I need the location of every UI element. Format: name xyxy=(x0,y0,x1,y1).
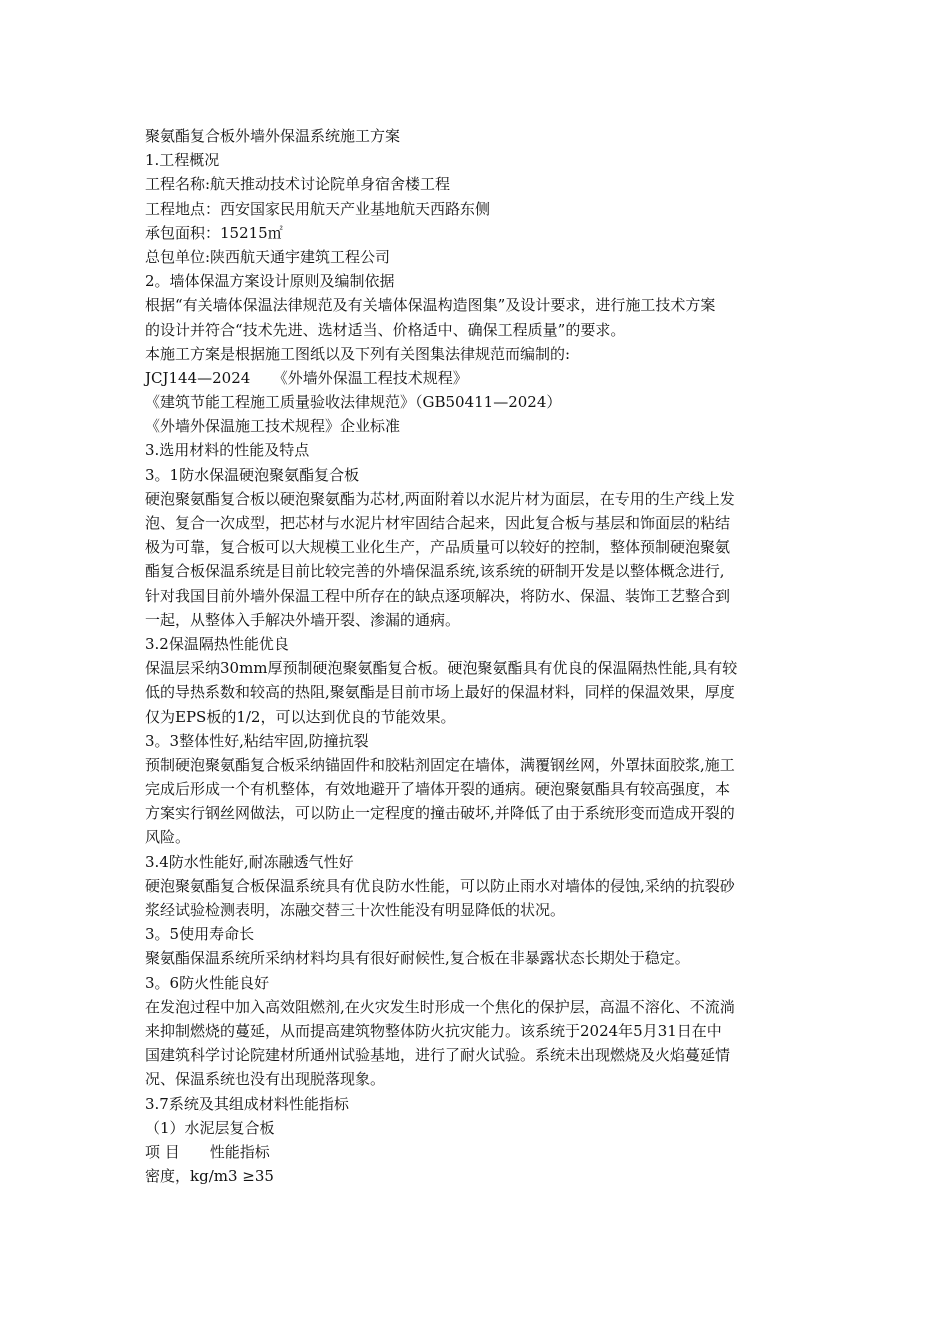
contract-area: 承包面积：15215㎡ xyxy=(145,223,283,242)
paragraph-line: 保温层采纳30mm厚预制硬泡聚氨酯复合板。硬泡聚氨酯具有优良的保温隔热性能,具有较 xyxy=(145,659,738,678)
section-3-3-heading: 3。3整体性好,粘结牢固,防撞抗裂 xyxy=(145,731,369,750)
paragraph-line: 极为可靠，复合板可以大规模工业化生产，产品质量可以较好的控制，整体预制硬泡聚氨 xyxy=(145,538,731,557)
project-location: 工程地点：西安国家民用航天产业基地航天西路东侧 xyxy=(145,199,491,218)
section-1-heading: 1.工程概况 xyxy=(145,151,220,170)
table-row: 密度，kg/m3 ≥35 xyxy=(145,1167,274,1186)
paragraph-line: 在发泡过程中加入高效阻燃剂,在火灾发生时形成一个焦化的保护层，高温不溶化、不流淌 xyxy=(145,997,735,1016)
reference-1: JCJ144—2024 《外墙外保温工程技术规程》 xyxy=(145,368,468,387)
paragraph-line: 国建筑科学讨论院建材所通州试验基地，进行了耐火试验。系统未出现燃烧及火焰蔓延情 xyxy=(145,1046,731,1065)
section-3-2-body xyxy=(145,656,817,729)
paragraph-line: 硬泡聚氨酯复合板保温系统具有优良防水性能，可以防止雨水对墙体的侵蚀,采纳的抗裂砂 xyxy=(145,876,735,895)
paragraph-line: 来抑制燃烧的蔓延，从而提高建筑物整体防火抗灾能力。该系统于2024年5月31日在中 xyxy=(145,1021,722,1040)
section-3-4-heading: 3.4防水性能好,耐冻融透气性好 xyxy=(145,852,354,871)
paragraph-line: 酯复合板保温系统是目前比较完善的外墙保温系统,该系统的研制开发是以整体概念进行, xyxy=(145,562,725,581)
section-2-paragraph-1 xyxy=(145,293,817,341)
paragraph-line: 低的导热系数和较高的热阻,聚氨酯是目前市场上最好的保温材料，同样的保温效果，厚度 xyxy=(145,683,735,702)
paragraph-line: 根据“有关墙体保温法律规范及有关墙体保温构造图集”及设计要求，进行施工技术方案 xyxy=(145,296,716,315)
reference-3: 《外墙外保温施工技术规程》企业标准 xyxy=(145,417,401,436)
section-3-5-heading: 3。5使用寿命长 xyxy=(145,925,255,944)
paragraph-line: 硬泡聚氨酯复合板以硬泡聚氨酯为芯材,两面附着以水泥片材为面层，在专用的生产线上发 xyxy=(145,489,735,508)
reference-2: 《建筑节能工程施工质量验收法律规范》（GB50411—2024） xyxy=(145,393,562,412)
paragraph-line: 一起，从整体入手解决外墙开裂、渗漏的通病。 xyxy=(145,610,461,629)
paragraph-line: 的设计并符合“技术先进、选材适当、价格适中、确保工程质量”的要求。 xyxy=(145,320,626,339)
section-3-3-body xyxy=(145,753,817,850)
paragraph-line: 况、保温系统也没有出现脱落现象。 xyxy=(145,1070,386,1089)
table-header: 项 目 性能指标 xyxy=(145,1142,270,1161)
section-2-heading: 2。墙体保温方案设计原则及编制依据 xyxy=(145,272,395,291)
document-page xyxy=(145,124,817,1188)
section-3-7-subheading: （1）水泥层复合板 xyxy=(145,1118,275,1137)
section-3-4-body xyxy=(145,874,817,922)
paragraph-line: 完成后形成一个有机整体，有效地避开了墙体开裂的通病。硬泡聚氨酯具有较高强度，本 xyxy=(145,780,731,799)
paragraph-line: 风险。 xyxy=(145,828,191,847)
section-3-6-heading: 3。6防火性能良好 xyxy=(145,973,270,992)
section-3-1-body xyxy=(145,487,817,632)
project-name: 工程名称:航天推动技术讨论院单身宿舍楼工程 xyxy=(145,175,451,194)
section-3-5-body: 聚氨酯保温系统所采纳材料均具有很好耐候性,复合板在非暴露状态长期处于稳定。 xyxy=(145,949,690,968)
document-title: 聚氨酯复合板外墙外保温系统施工方案 xyxy=(145,127,401,145)
section-3-2-heading: 3.2保温隔热性能优良 xyxy=(145,634,289,653)
section-3-7-heading: 3.7系统及其组成材料性能指标 xyxy=(145,1094,349,1113)
paragraph-line: 针对我国目前外墙外保温工程中所存在的缺点逐项解决，将防水、保温、装饰工艺整合到 xyxy=(145,586,731,605)
paragraph-line: 浆经试验检测表明，冻融交替三十次性能没有明显降低的状况。 xyxy=(145,901,566,919)
paragraph-line: 预制硬泡聚氨酯复合板采纳锚固件和胶粘剂固定在墙体，满覆钢丝网，外罩抹面胶浆,施工 xyxy=(145,755,735,774)
section-3-heading: 3.选用材料的性能及特点 xyxy=(145,441,310,460)
paragraph-line: 泡、复合一次成型，把芯材与水泥片材牢固结合起来，因此复合板与基层和饰面层的粘结 xyxy=(145,514,731,532)
paragraph-line: 方案实行钢丝网做法，可以防止一定程度的撞击破坏,并降低了由于系统形变而造成开裂的 xyxy=(145,804,735,823)
section-2-paragraph-2: 本施工方案是根据施工图纸以及下列有关图集法律规范而编制的: xyxy=(145,344,571,363)
paragraph-line: 仅为EPS板的1/2，可以达到优良的节能效果。 xyxy=(145,707,456,726)
general-contractor: 总包单位:陕西航天通宇建筑工程公司 xyxy=(145,247,391,266)
section-3-1-heading: 3。1防水保温硬泡聚氨酯复合板 xyxy=(145,465,360,484)
section-3-6-body xyxy=(145,995,817,1092)
